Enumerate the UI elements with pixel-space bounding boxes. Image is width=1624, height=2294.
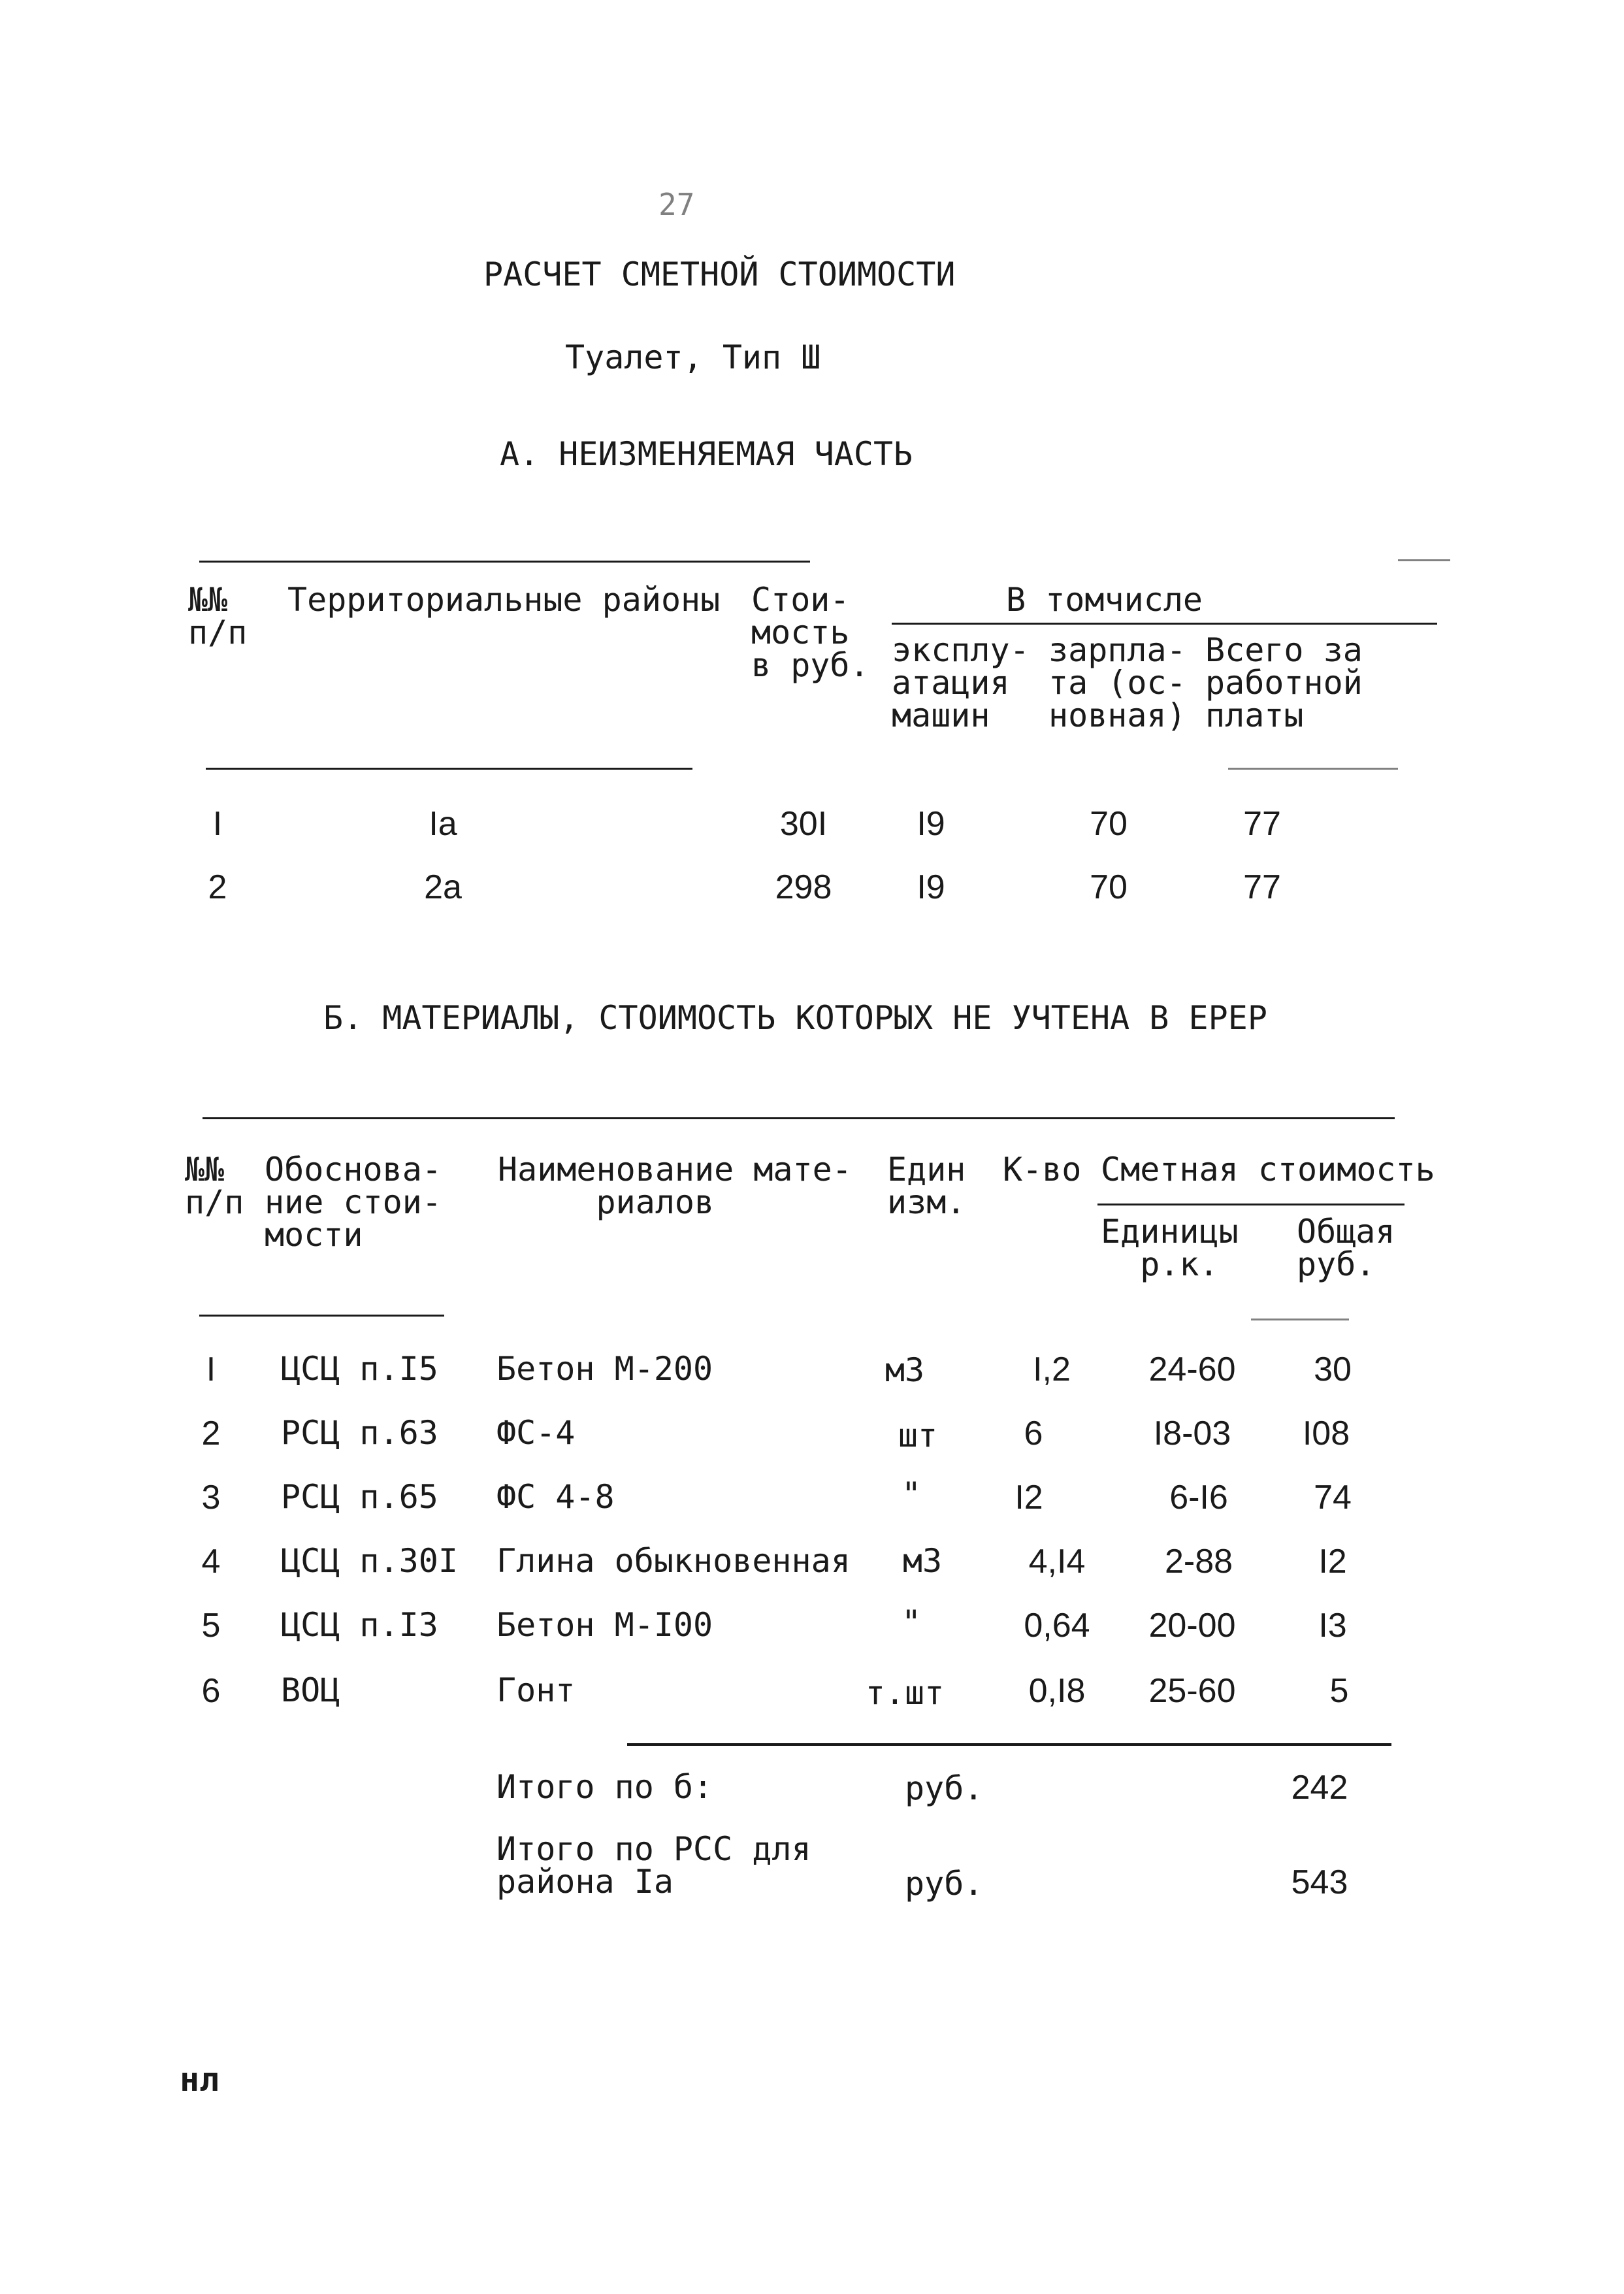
unit-cost-cell: 6-I6 <box>1169 1479 1228 1516</box>
section-b-header-unit-cost: Единицы р.к. <box>1101 1213 1239 1283</box>
wage-cell: 70 <box>1090 805 1128 843</box>
row-number: 3 <box>201 1479 221 1516</box>
section-b-subheader-rule <box>1097 1204 1405 1205</box>
total-cost-cell: 30 <box>1314 1351 1352 1388</box>
wage-cell: 70 <box>1090 868 1128 906</box>
section-a-header-bottom-rule-tail <box>1228 768 1398 770</box>
section-b-header-total-cost: Общая руб. <box>1297 1213 1395 1283</box>
totals-value: 543 <box>1291 1863 1348 1901</box>
section-a-top-rule <box>199 561 810 563</box>
section-a-top-rule-tail <box>1398 559 1450 561</box>
quantity-cell: 0,64 <box>1024 1607 1090 1645</box>
region-cell: 2а <box>424 868 462 906</box>
row-number: 2 <box>208 868 227 906</box>
unit-cell: м3 <box>885 1351 925 1389</box>
unit-cost-cell: I8-03 <box>1153 1415 1231 1452</box>
section-a-header-machines: эксплу- атация машин <box>892 631 1030 734</box>
basis-cell: ЦСЦ п.30I <box>281 1542 458 1580</box>
machines-cell: I9 <box>917 805 945 843</box>
section-a-header-num: №№ п/п <box>188 581 248 651</box>
section-b-header-name: Наименование мате- риалов <box>498 1151 852 1221</box>
unit-cell: " <box>901 1603 922 1641</box>
total-cost-cell: 5 <box>1329 1672 1349 1710</box>
quantity-cell: 4,I4 <box>1028 1543 1086 1581</box>
section-b-header-unit: Един изм. <box>887 1151 966 1221</box>
section-a-header-region: Территориальные районы <box>287 581 721 619</box>
section-a-header-bottom-rule <box>206 768 692 770</box>
section-b-header-num: №№ п/п <box>185 1151 244 1221</box>
section-b-header-qty: К-во <box>1003 1151 1082 1188</box>
row-number: I <box>206 1351 216 1388</box>
row-number: 4 <box>201 1543 221 1581</box>
material-name-cell: Бетон М-I00 <box>496 1606 713 1644</box>
machines-cell: I9 <box>917 868 945 906</box>
quantity-cell: I2 <box>1015 1479 1043 1516</box>
basis-cell: ВОЦ <box>281 1671 340 1709</box>
section-a-heading: А. НЕИЗМЕНЯЕМАЯ ЧАСТЬ <box>500 435 913 473</box>
unit-cell: " <box>901 1475 922 1513</box>
totals-label: Итого по б: <box>496 1768 713 1806</box>
totals-label: Итого по РСС для района Iа <box>496 1830 811 1901</box>
row-number: I <box>212 805 223 843</box>
basis-cell: РСЦ п.63 <box>281 1414 438 1452</box>
row-number: 6 <box>201 1672 221 1710</box>
quantity-cell: 6 <box>1024 1415 1043 1452</box>
total-wage-cell: 77 <box>1243 805 1281 843</box>
row-number: 2 <box>201 1415 221 1452</box>
total-cost-cell: I3 <box>1318 1607 1347 1645</box>
total-wage-cell: 77 <box>1243 868 1281 906</box>
unit-cost-cell: 2-88 <box>1164 1543 1233 1581</box>
page-title: РАСЧЕТ СМЕТНОЙ СТОИМОСТИ <box>483 255 956 293</box>
basis-cell: ЦСЦ п.I5 <box>281 1350 438 1388</box>
row-number: 5 <box>201 1607 221 1645</box>
unit-cost-cell: 25-60 <box>1148 1672 1236 1710</box>
section-b-header-bottom-rule <box>199 1315 444 1317</box>
unit-cell: т.шт <box>865 1674 945 1712</box>
section-a-subheader-rule <box>892 623 1437 625</box>
section-a-header-wage: зарпла- та (ос- новная) <box>1048 631 1186 734</box>
section-a-header-cost: Стои- мость в руб. <box>751 581 869 684</box>
region-cell: Iа <box>429 805 457 843</box>
page-subtitle: Туалет, Тип Ш <box>565 338 821 376</box>
material-name-cell: ФС 4-8 <box>496 1478 615 1516</box>
section-b-header-cost: Сметная стоимость <box>1101 1151 1435 1188</box>
material-name-cell: Гонт <box>496 1671 576 1709</box>
total-cost-cell: I2 <box>1318 1543 1347 1581</box>
material-name-cell: Глина обыкновенная <box>496 1542 851 1580</box>
unit-cell: шт <box>898 1417 938 1454</box>
cost-cell: 30I <box>779 805 828 843</box>
section-b-header-bottom-rule-tail <box>1251 1319 1349 1320</box>
totals-value: 242 <box>1291 1769 1348 1807</box>
footer-mark: нл <box>180 2061 219 2099</box>
section-b-heading: Б. МАТЕРИАЛЫ, СТОИМОСТЬ КОТОРЫХ НЕ УЧТЕНА В ЕРЕР <box>323 999 1267 1037</box>
cost-cell: 298 <box>775 868 832 906</box>
basis-cell: РСЦ п.65 <box>281 1478 438 1516</box>
unit-cost-cell: 20-00 <box>1148 1607 1236 1645</box>
total-cost-cell: 74 <box>1314 1479 1352 1516</box>
section-a-header-total-wage: Всего за работной платы <box>1205 631 1363 734</box>
material-name-cell: Бетон М-200 <box>496 1350 713 1388</box>
section-b-top-rule <box>203 1117 1395 1119</box>
quantity-cell: I,2 <box>1033 1351 1071 1388</box>
unit-cost-cell: 24-60 <box>1148 1351 1236 1388</box>
quantity-cell: 0,I8 <box>1028 1672 1086 1710</box>
section-a-header-including: В томчисле <box>1006 581 1203 619</box>
totals-unit: руб. <box>905 1769 984 1807</box>
totals-rule <box>627 1743 1391 1746</box>
totals-unit: руб. <box>905 1865 984 1903</box>
total-cost-cell: I08 <box>1302 1415 1350 1452</box>
unit-cell: м3 <box>902 1542 943 1580</box>
page-number: 27 <box>658 187 695 222</box>
basis-cell: ЦСЦ п.I3 <box>281 1606 438 1644</box>
section-b-header-basis: Обоснова- ние стои- мости <box>265 1151 442 1254</box>
material-name-cell: ФС-4 <box>496 1414 576 1452</box>
